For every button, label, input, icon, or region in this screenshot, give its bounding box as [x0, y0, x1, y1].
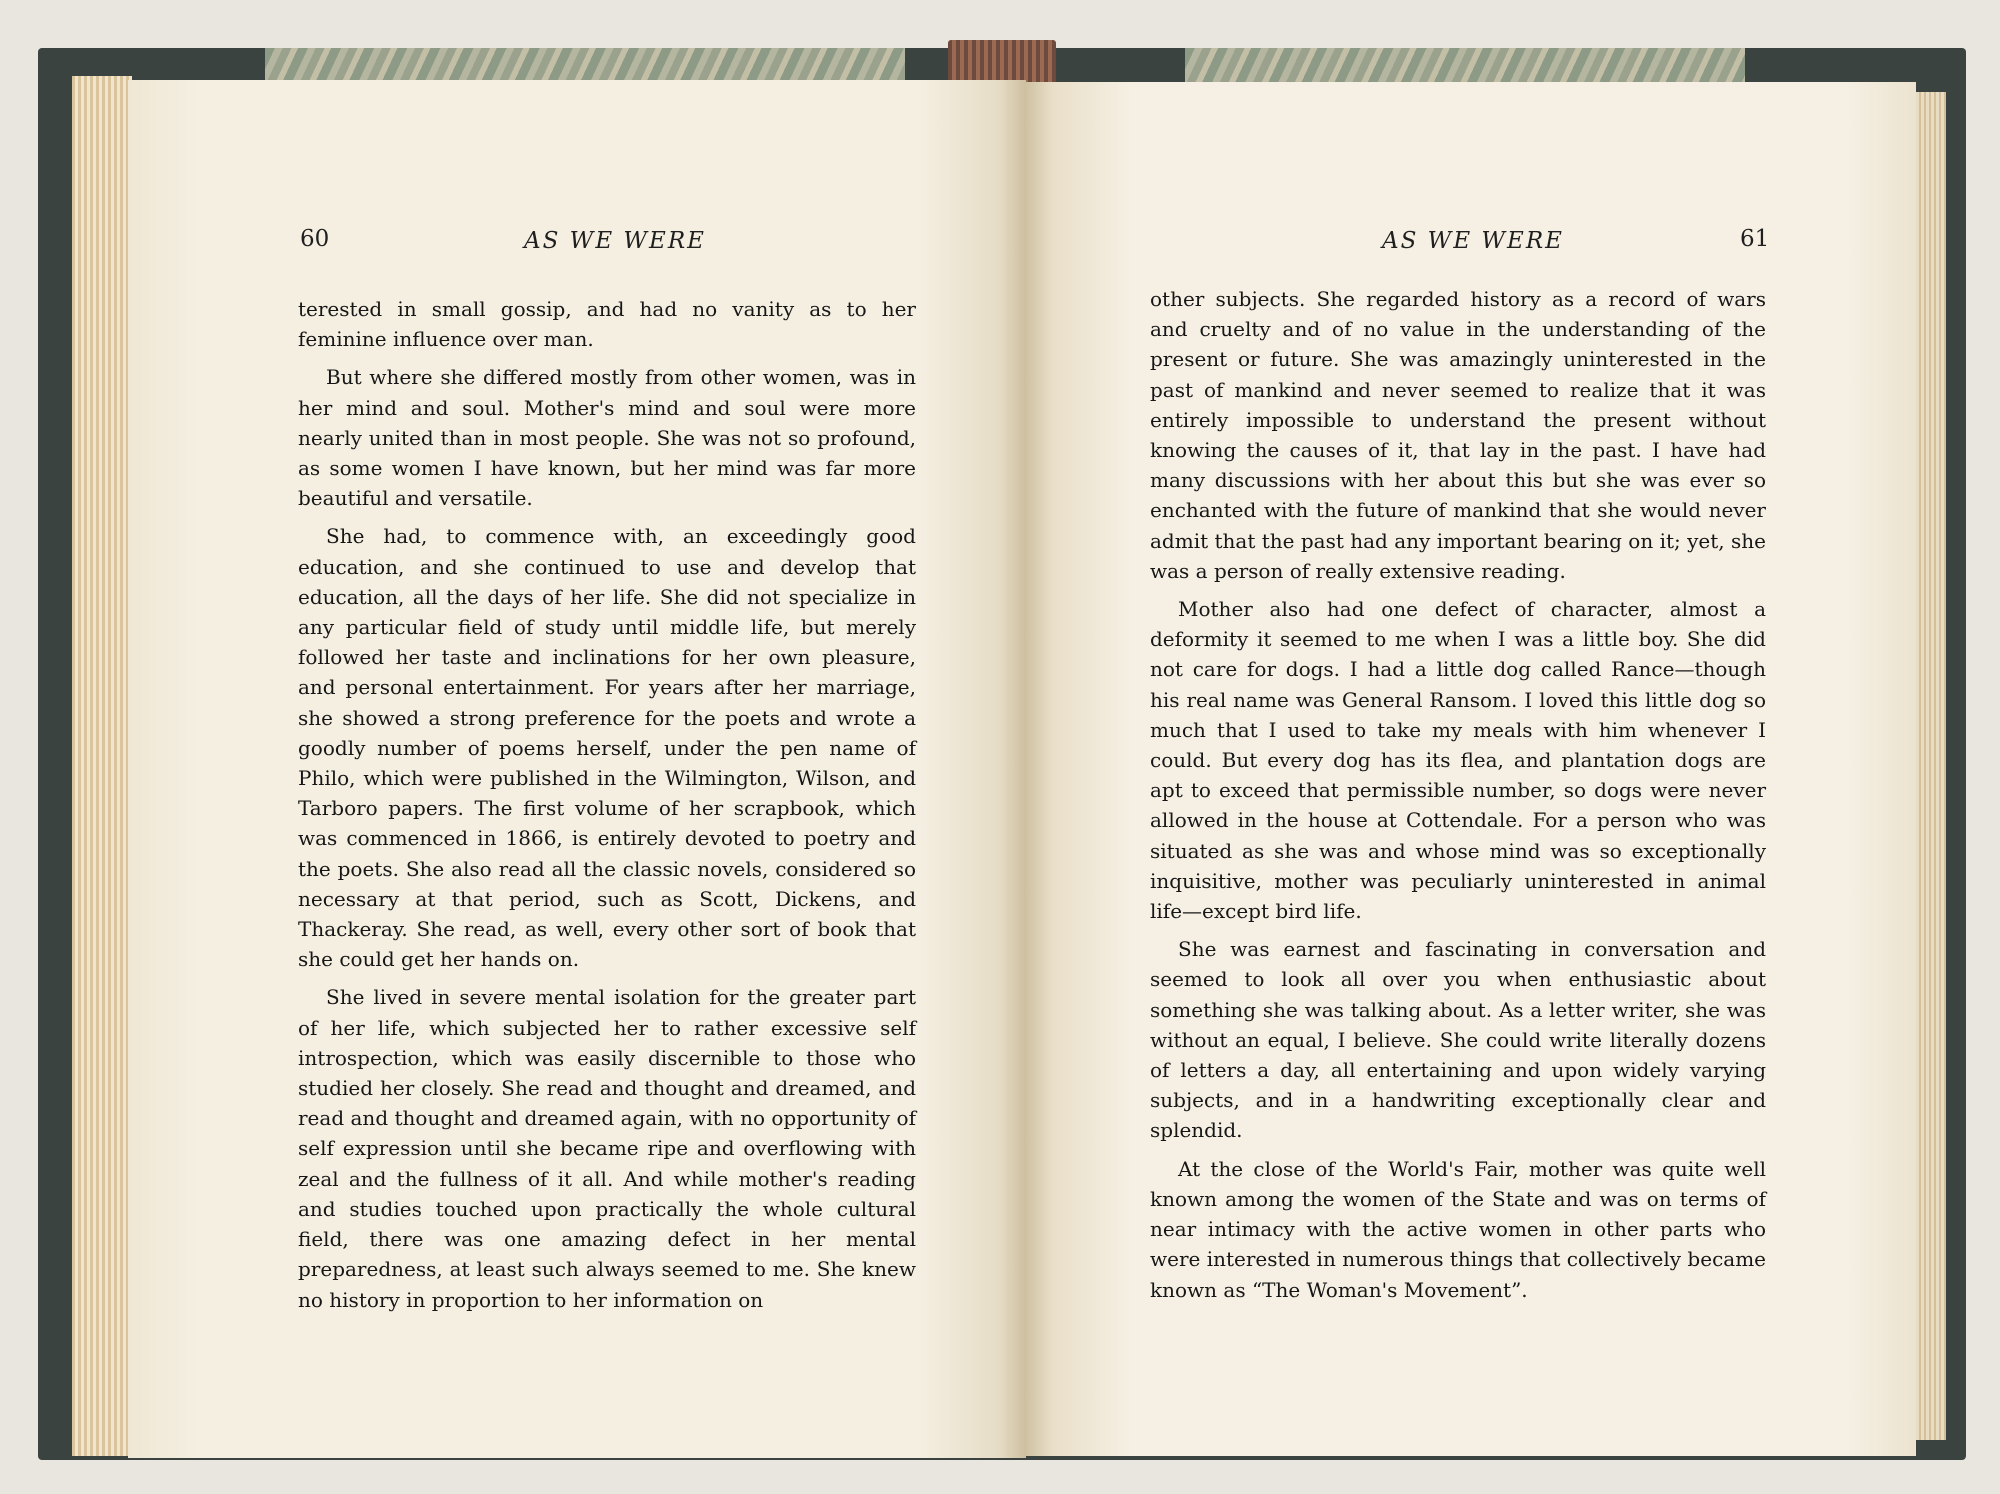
paragraph: She was earnest and fascinating in conversation and seemed to look all over you when enthusiastic about something she was talking about. As a letter writer, she was without an equal, I believe. She could write literally dozens of letters a day, all entertaining and upon widely varying subjects, and in a handwriting exceptionally clear and splendid. — [1150, 937, 1766, 1143]
paragraph: But where she differed mostly from other women, was in her mind and soul. Mother's mind and soul were more nearly united than in most people. She was not so profound, as some women I have known, but her mind was far more beautiful and versatile. — [298, 365, 916, 511]
paragraph: She lived in severe mental isolation for the greater part of her life, which subjected her to rather excessive self introspection, which was easily discernible to those who studied her closely. She read and thought and dreamed, and read and thought and dreamed again, with no opportunity of self expression until she became ripe and overflowing with zeal and the fullness of it all. And while mother's reading and studies touched upon practically the whole cultural field, there was one amazing defect in her mental preparedness, at least such always seemed to me. She knew no history in proportion to her information on — [298, 985, 916, 1312]
paragraph: terested in small gossip, and had no vanity as to her feminine influence over man. — [298, 297, 916, 352]
left-page-body — [298, 294, 916, 1323]
right-page-number: 61 — [1740, 226, 1770, 252]
right-page-body — [1150, 284, 1766, 1313]
marbled-endpaper-right — [1185, 48, 1745, 82]
paragraph: At the close of the World's Fair, mother was quite well known among the women of the State and was on terms of near intimacy with the active women in other parts who were interested in numerous things that collectively became known as “The Woman's Movement”. — [1150, 1156, 1766, 1302]
paragraph: Mother also had one defect of character, almost a deformity it seemed to me when I was a little boy. She did not care for dogs. I had a little dog called Rance—though his real name was General Ransom. I loved this little dog so much that I used to take my meals with him whenever I could. But every dog has its flea, and plantation dogs are apt to exceed that permissible number, so dogs were never allowed in the house at Cottendale. For a person who was situated as she was and whose mind was so exceptionally inquisitive, mother was peculiarly uninterested in animal life—except bird life. — [1150, 597, 1766, 924]
marbled-endpaper-left — [265, 48, 905, 82]
page-edges-left — [72, 76, 132, 1456]
right-running-head: AS WE WERE — [1382, 228, 1564, 254]
paragraph: other subjects. She regarded history as a record of wars and cruelty and of no value in the understanding of the present or future. She was amazingly uninterested in the past of mankind and never seemed to realize that it was entirely impossible to understand the present without knowing the causes of it, that lay in the past. I have had many discussions with her about this but she was ever so enchanted with the future of mankind that she would never admit that the past had any important bearing on it; yet, she was a person of really extensive reading. — [1150, 287, 1766, 583]
paragraph: She had, to commence with, an exceedingly good education, and she continued to use and develop that education, all the days of her life. She did not specialize in any particular field of study until middle life, but merely followed her taste and inclinations for her own pleasure, and personal entertainment. For years after her marriage, she showed a strong preference for the poets and wrote a goodly number of poems herself, under the pen name of Philo, which were published in the Wilmington, Wilson, and Tarboro papers. The first volume of her scrapbook, which was commenced in 1866, is entirely devoted to poetry and the poets. She also read all the classic novels, considered so necessary at that period, such as Scott, Dickens, and Thackeray. She read, as well, every other sort of book that she could get her hands on. — [298, 524, 916, 972]
left-page-number: 60 — [300, 226, 330, 252]
left-running-head: AS WE WERE — [524, 228, 706, 254]
